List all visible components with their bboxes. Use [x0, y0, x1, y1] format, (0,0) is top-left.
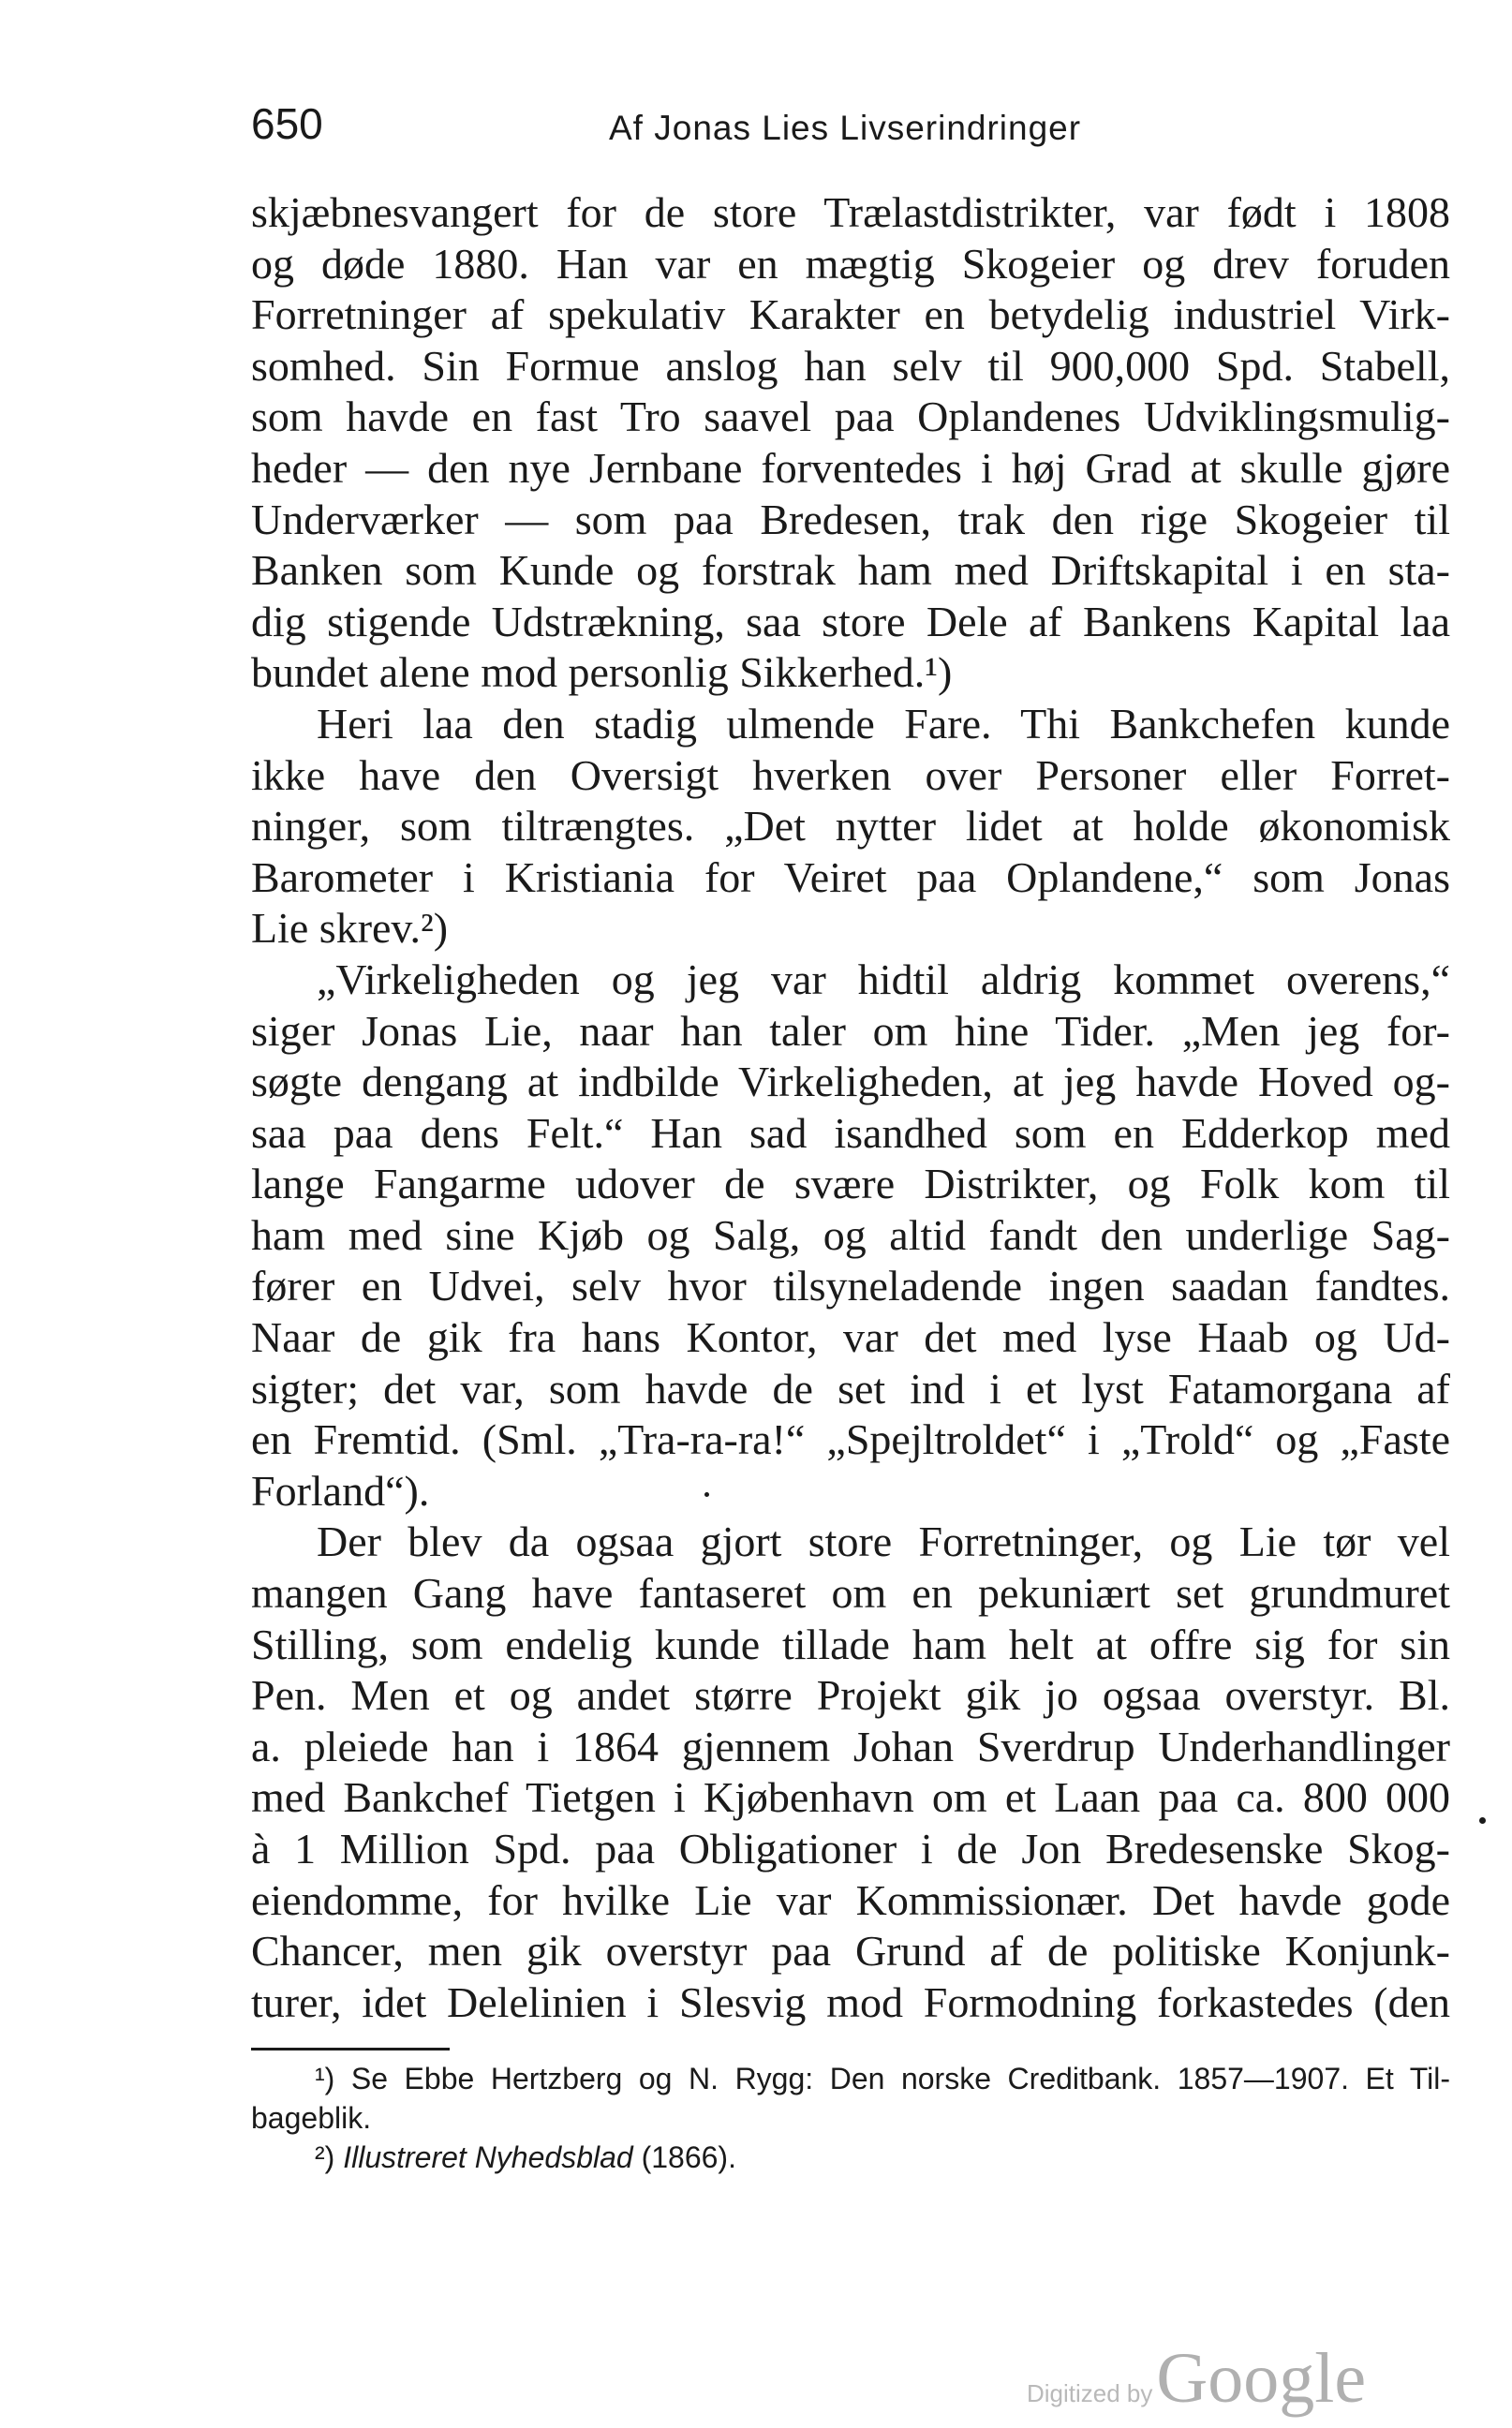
- text-line: a. pleiede han i 1864 gjennem Johan Sverdrup Underhandlinger: [251, 1722, 1450, 1770]
- text-line: eiendomme, for hvilke Lie var Kommissionær. Det havde gode: [251, 1875, 1450, 1924]
- text-line: Naar de gik fra hans Kontor, var det med lyse Haab og Ud-: [251, 1313, 1450, 1362]
- footnote-divider: [251, 2048, 450, 2050]
- text-line: dig stigende Udstrækning, saa store Dele af Bankens Kapital laa: [251, 597, 1450, 645]
- text-line: turer, idet Delelinien i Slesvig mod Formodning forkastedes (den: [251, 1977, 1450, 2026]
- footnote-2-title: Illustreret Nyhedsblad: [343, 2140, 633, 2174]
- text-line: heder — den nye Jernbane forventedes i høj Grad at skulle gjøre: [251, 443, 1450, 492]
- text-line: skjæbnesvangert for de store Trælastdistrikter, var født i 1808: [251, 188, 1450, 236]
- text-line: Lie skrev.²): [251, 904, 449, 953]
- text-line: Forland“).: [251, 1466, 430, 1515]
- digitized-watermark: [1027, 2338, 1367, 2418]
- text-line: à 1 Million Spd. paa Obligationer i de Jon Bredesenske Skog-: [251, 1825, 1450, 1873]
- ink-speck: [704, 1492, 709, 1497]
- text-line: ikke have den Oversigt hverken over Personer eller Forret-: [251, 750, 1450, 799]
- text-line: Barometer i Kristiania for Veiret paa Oplandene,“ som Jonas: [251, 852, 1450, 901]
- text-line: søgte dengang at indbilde Virkeligheden, at jeg havde Hoved og-: [251, 1058, 1450, 1106]
- footnote-2: [251, 2138, 1450, 2177]
- text-line: sigter; det var, som havde de set ind i et lyst Fatamorgana af: [251, 1364, 1450, 1413]
- google-logo: Google: [1156, 2339, 1367, 2418]
- text-line: Pen. Men et og andet større Projekt gik jo ogsaa overstyr. Bl.: [251, 1671, 1450, 1720]
- text-line: som havde en fast Tro saavel paa Oplandenes Udviklingsmulig-: [251, 392, 1450, 441]
- running-title: Af Jonas Lies Livserindringer: [609, 109, 1082, 147]
- watermark-prefix: Digitized by: [1027, 2379, 1153, 2407]
- text-line: Underværker — som paa Bredesen, trak den rige Skogeier til: [251, 495, 1450, 543]
- text-line: siger Jonas Lie, naar han taler om hine Tider. „Men jeg for-: [251, 1006, 1450, 1055]
- text-line: Der blev da ogsaa gjort store Forretninger, og Lie tør vel: [317, 1518, 1450, 1566]
- body-text: [251, 187, 1450, 2028]
- footnote-2-marker: ²): [315, 2140, 335, 2174]
- text-line: ham med sine Kjøb og Salg, og altid fandt den underlige Sag-: [251, 1210, 1450, 1259]
- text-line: fører en Udvei, selv hvor tilsyneladende ingen saadan fandtes.: [251, 1262, 1450, 1310]
- text-line: Stilling, som endelig kunde tillade ham helt at offre sig for sin: [251, 1620, 1450, 1668]
- text-line: bundet alene mod personlig Sikkerhed.¹): [251, 648, 953, 697]
- text-line: Heri laa den stadig ulmende Fare. Thi Bankchefen kunde: [317, 699, 1450, 748]
- text-line: lange Fangarme udover de svære Distrikter, og Folk kom til: [251, 1160, 1450, 1208]
- text-line: somhed. Sin Formue anslog han selv til 900,000 Spd. Stabell,: [251, 341, 1450, 390]
- footnote-1: ¹) Se Ebbe Hertzberg og N. Rygg: Den norske Creditbank. 1857—1907. Et Til-: [315, 2062, 1450, 2095]
- page-header: [251, 97, 1450, 154]
- footnotes: [251, 2059, 1450, 2177]
- ink-speck: [1479, 1817, 1486, 1824]
- page-number: 650: [251, 99, 323, 148]
- text-line: med Bankchef Tietgen i Kjøbenhavn om et Laan paa ca. 800 000: [251, 1773, 1450, 1822]
- text-line: saa paa dens Felt.“ Han sad isandhed som en Edderkop med: [251, 1108, 1450, 1157]
- footnote-1-continuation: bageblik.: [251, 2101, 372, 2135]
- text-line: Forretninger af spekulativ Karakter en betydelig industriel Virk-: [251, 290, 1450, 339]
- footnote-2-year: (1866).: [641, 2140, 736, 2174]
- text-line: og døde 1880. Han var en mægtig Skogeier og drev foruden: [251, 239, 1450, 288]
- text-line: en Fremtid. (Sml. „Tra-ra-ra!“ „Spejltroldet“ i „Trold“ og „Faste: [251, 1415, 1450, 1464]
- text-line: mangen Gang have fantaseret om en pekuniært set grundmuret: [251, 1569, 1450, 1618]
- text-line: Chancer, men gik overstyr paa Grund af de politiske Konjunk-: [251, 1927, 1450, 1976]
- text-line: „Virkeligheden og jeg var hidtil aldrig kommet overens,“: [317, 955, 1450, 1003]
- text-line: ninger, som tiltrængtes. „Det nytter lidet at holde økonomisk: [251, 802, 1450, 851]
- text-line: Banken som Kunde og forstrak ham med Driftskapital i en sta-: [251, 546, 1450, 595]
